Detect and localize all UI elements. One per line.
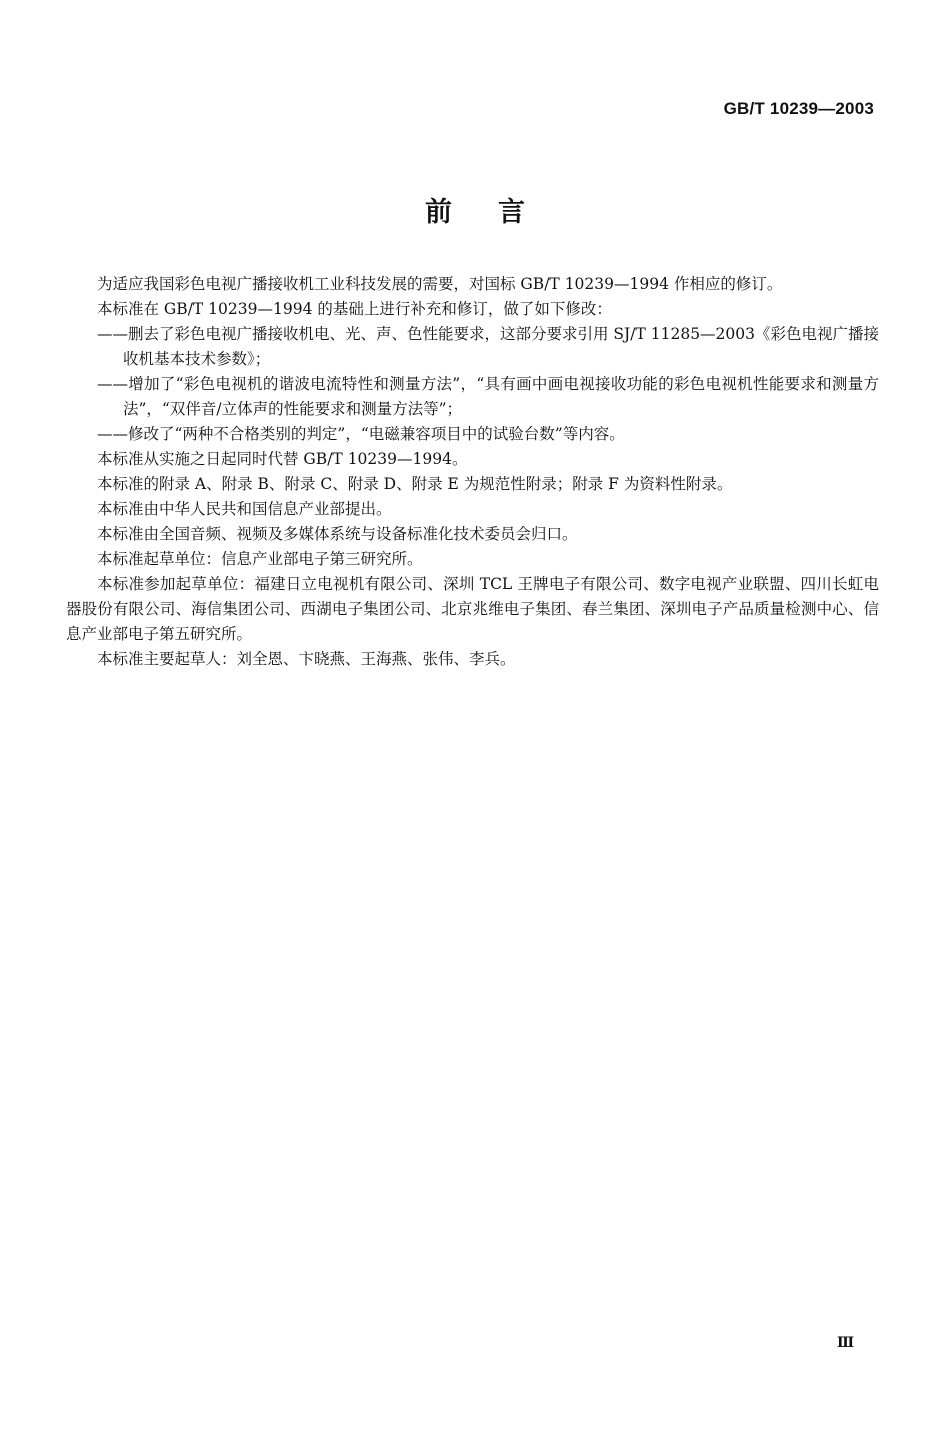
paragraph-participating-units: 本标准参加起草单位：福建日立电视机有限公司、深圳 TCL 王牌电子有限公司、数字电视产业联盟、四川长虹电器股份有限公司、海信集团公司、西湖电子集团公司、北京兆维电子集团、春兰集团、深圳电子产品质量检测中心、信息产业部电子第五研究所。 — [66, 575, 879, 643]
paragraph-purpose: 为适应我国彩色电视广播接收机工业科技发展的需要，对国标 GB/T 10239—1994 作相应的修订。 — [97, 275, 783, 293]
foreword-body — [66, 272, 879, 672]
paragraph-committee: 本标准由全国音频、视频及多媒体系统与设备标准化技术委员会归口。 — [97, 525, 578, 543]
paragraph-proposer: 本标准由中华人民共和国信息产业部提出。 — [97, 500, 392, 518]
paragraph-drafting-unit: 本标准起草单位：信息产业部电子第三研究所。 — [97, 550, 423, 568]
paragraph-drafters: 本标准主要起草人：刘全恩、卞晓燕、王海燕、张伟、李兵。 — [97, 650, 516, 668]
change-item-added: ——增加了“彩色电视机的谐波电流特性和测量方法”，“具有画中画电视接收功能的彩色电视机性能要求和测量方法”，“双伴音/立体声的性能要求和测量方法等”； — [97, 375, 879, 418]
change-item-deleted: ——删去了彩色电视广播接收机电、光、声、色性能要求，这部分要求引用 SJ/T 11285—2003《彩色电视广播接收机基本技术参数》； — [97, 325, 880, 368]
document-code: GB/T 10239—2003 — [723, 99, 874, 118]
page-number: Ⅲ — [836, 1335, 854, 1351]
change-item-modified: ——修改了“两种不合格类别的判定”，“电磁兼容项目中的试验台数”等内容。 — [97, 425, 625, 443]
paragraph-basis: 本标准在 GB/T 10239—1994 的基础上进行补充和修订，做了如下修改： — [97, 300, 612, 318]
paragraph-annexes: 本标准的附录 A、附录 B、附录 C、附录 D、附录 E 为规范性附录；附录 F 为资料性附录。 — [97, 475, 733, 493]
paragraph-replaces: 本标准从实施之日起同时代替 GB/T 10239—1994。 — [97, 450, 468, 468]
page-title: 前言 — [425, 197, 571, 228]
